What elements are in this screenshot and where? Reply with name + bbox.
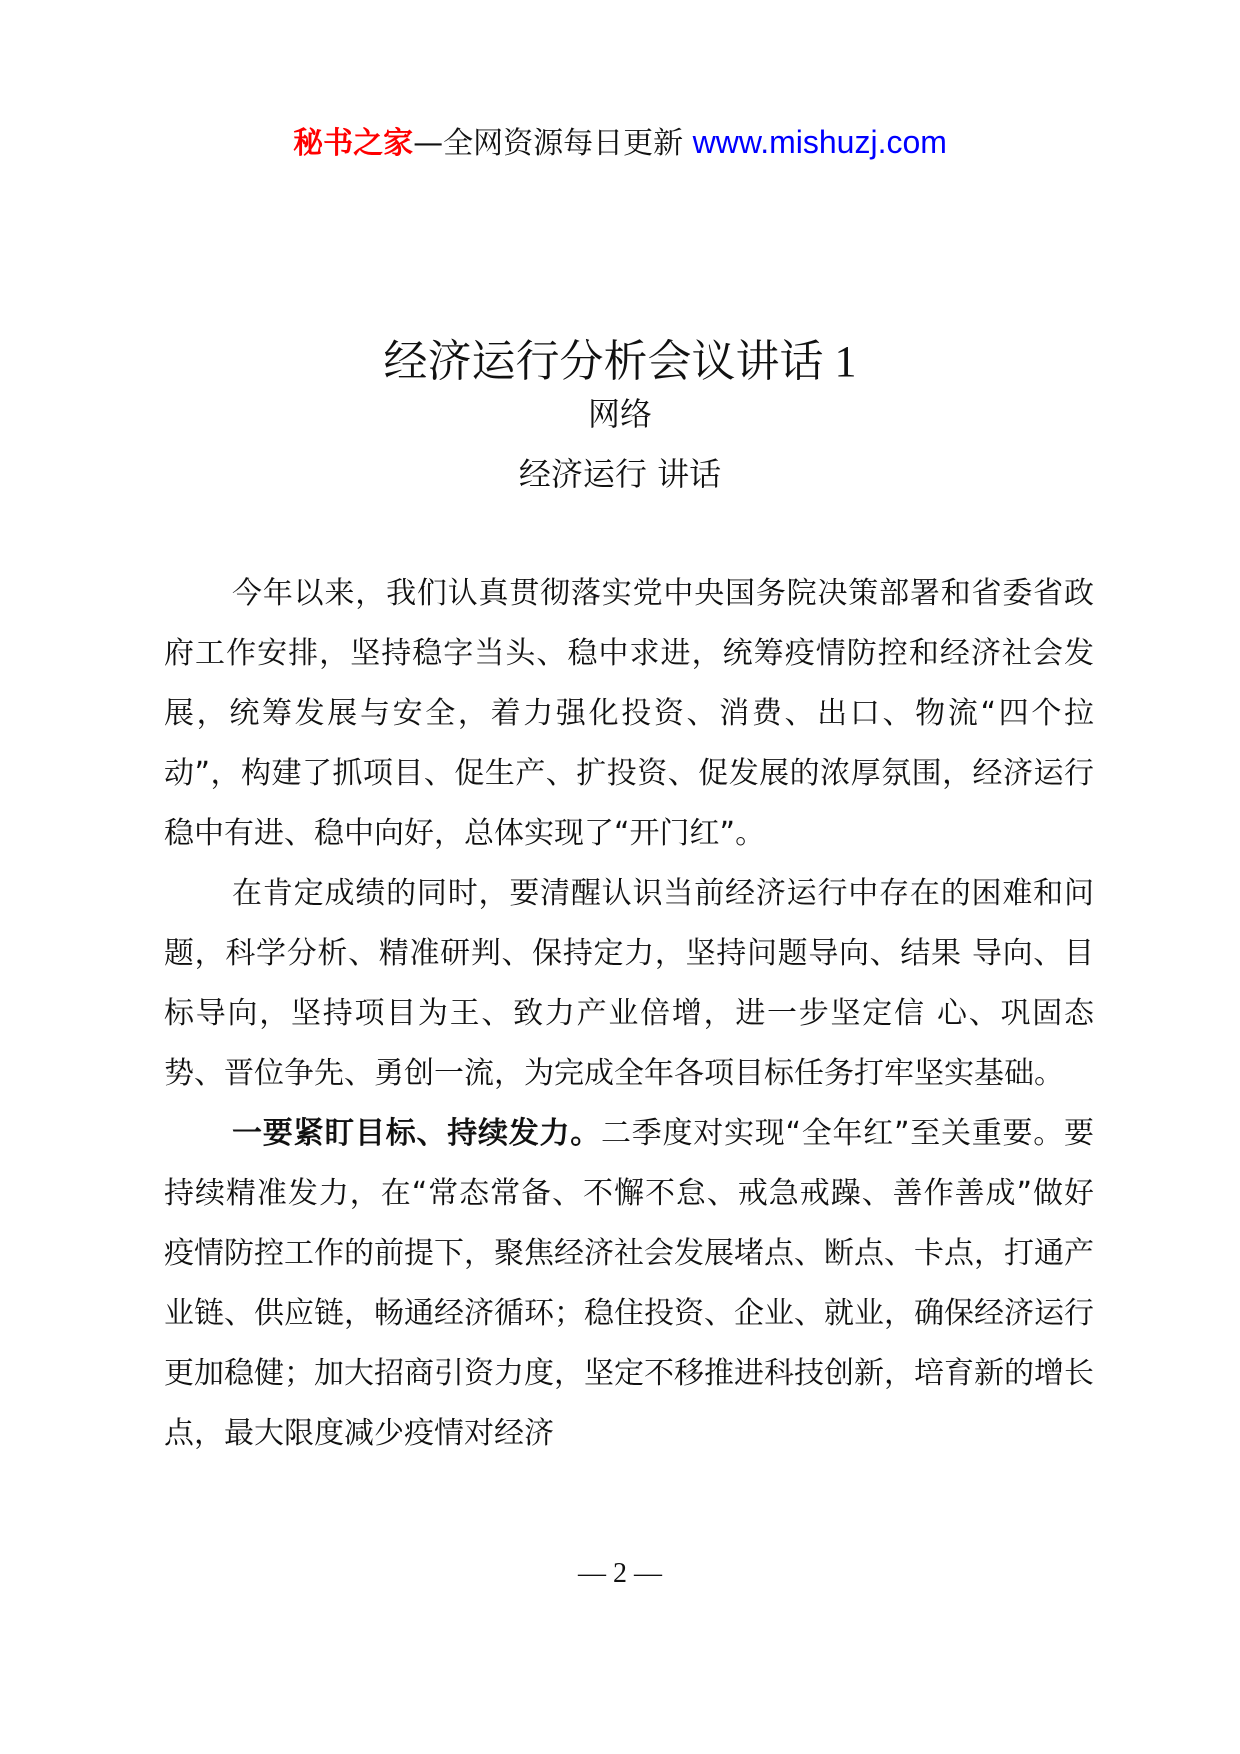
brand-name: 秘书之家 xyxy=(293,126,414,161)
document-title-number: 1 xyxy=(823,337,857,386)
document-keywords: 经济运行 讲话 xyxy=(518,455,722,493)
paragraph-text: 在肯定成绩的同时，要清醒认识当前经济运行中存在的困难和问题，科学分析、精准研判、保持定力，坚持问题导向、结果 导向、目标导向，坚持项目为王、致力产业倍增，进一步坚定信 心、巩固态势、晋位争先、勇创一流，为完成全年各项目标任务打牢坚实基础。 xyxy=(164,876,1094,1091)
site-header xyxy=(0,122,1240,164)
body-paragraph-1 xyxy=(164,564,1094,864)
paragraph-text: 今年以来，我们认真贯彻落实党中央国务院决策部署和省委省政府工作安排，坚持稳字当头、稳中求进，统筹疫情防控和经济社会发展，统筹发展与安全，着力强化投资、消费、出口、物流“四个拉动”，构建了抓项目、促生产、扩投资、促发展的浓厚氛围，经济运行稳中有进、稳中向好，总体实现了“开门红”。 xyxy=(164,576,1094,851)
header-tagline: —全网资源每日更新 xyxy=(413,126,693,161)
page-number: — 2 — xyxy=(578,1558,662,1589)
body-paragraph-2 xyxy=(164,864,1094,1104)
paragraph-lead: 一要紧盯目标、持续发力。 xyxy=(232,1116,601,1151)
document-title-text: 经济运行分析会议讲话 xyxy=(383,336,824,387)
document-title xyxy=(0,334,1240,390)
body-paragraph-3 xyxy=(164,1104,1094,1464)
site-url-link[interactable]: www.mishuzj.com xyxy=(692,124,947,160)
paragraph-text: 二季度对实现“全年红”至关重要。要持续精准发力，在“常态常备、不懈不怠、戒急戒躁、善作善成”做好疫情防控工作的前提下，聚焦经济社会发展堵点、断点、卡点，打通产业链、供应链，畅通经济循环；稳住投资、企业、就业，确保经济运行更加稳健；加大招商引资力度，坚定不移推进科技创新，培育新的增长点，最大限度减少疫情对经济 xyxy=(164,1116,1094,1451)
document-body xyxy=(164,564,1094,1464)
document-author: 网络 xyxy=(587,395,652,433)
